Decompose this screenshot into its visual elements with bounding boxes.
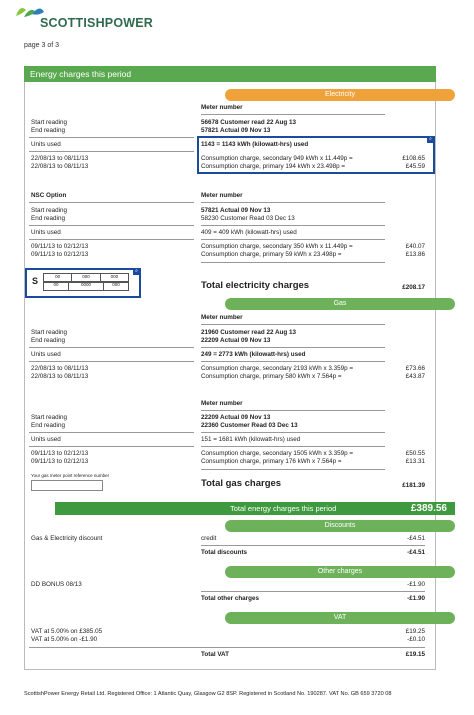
units-used-label: Units used: [31, 141, 61, 148]
charge-period: 09/11/13 to 02/12/13: [31, 458, 89, 465]
units-used-label: Units used: [31, 229, 61, 236]
zoom-icon[interactable]: ⌕: [133, 268, 140, 275]
units-used-value: 1143 = 1143 kWh (kilowatt-hrs) used: [201, 141, 309, 148]
total-energy-bar: [55, 502, 455, 515]
vat-row-amount: -£0.10: [407, 636, 425, 643]
end-reading-label: End reading: [31, 127, 65, 134]
meter-grid-bottom: 00 0000 000: [43, 281, 129, 291]
charge-description: Consumption charge, secondary 949 kWh x 11.449p =: [201, 155, 353, 162]
charge-description: Consumption charge, secondary 2193 kWh x 3.359p =: [201, 365, 354, 372]
other-item-amount: -£1.90: [407, 581, 425, 588]
end-reading-label: End reading: [31, 215, 65, 222]
end-reading-value: 57821 Actual 09 Nov 13: [201, 127, 271, 134]
charge-description: Consumption charge, primary 194 kWh x 23.498p =: [201, 163, 346, 170]
meter-number-label: Meter number: [201, 314, 243, 321]
end-reading-value: 58230 Customer Read 03 Dec 13: [201, 215, 295, 222]
meter-number-label: Meter number: [201, 192, 243, 199]
gas-ref-label: Your gas meter point reference number: [31, 473, 110, 478]
meter-prefix: S: [32, 276, 39, 286]
total-electricity-label: Total electricity charges: [201, 280, 310, 291]
other-item-label: DD BONUS 08/13: [31, 581, 82, 588]
nsc-option-label: NSC Option: [31, 192, 67, 199]
charge-period: 22/08/13 to 08/11/13: [31, 163, 89, 170]
start-reading-value: 57821 Actual 09 Nov 13: [201, 207, 271, 214]
total-energy-value: £389.56: [410, 503, 447, 514]
units-used-value: 249 = 2773 kWh (kilowatt-hrs) used: [201, 351, 306, 358]
charge-period: 22/08/13 to 08/11/13: [31, 365, 89, 372]
meter-number-label: Meter number: [201, 400, 243, 407]
total-vat-label: Total VAT: [201, 651, 229, 658]
discount-item-amount: -£4.51: [407, 535, 425, 542]
total-energy-label: Total energy charges this period: [230, 504, 337, 513]
total-discounts-label: Total discounts: [201, 549, 248, 556]
units-used-label: Units used: [31, 436, 61, 443]
charges-frame: [24, 82, 447, 670]
units-used-value: 409 = 409 kWh (kilowatt-hrs) used: [201, 229, 297, 236]
page-number: page 3 of 3: [24, 42, 60, 49]
total-vat-value: £19.15: [405, 651, 425, 658]
charge-amount: £40.07: [405, 243, 425, 250]
highlight-box-units: [197, 136, 435, 174]
meter-number-label: Meter number: [201, 104, 243, 111]
charge-description: Consumption charge, secondary 350 kWh x 11.449p =: [201, 243, 353, 250]
start-reading-value: 22209 Actual 09 Nov 13: [201, 414, 271, 421]
start-reading-label: Start reading: [31, 119, 68, 126]
start-reading-label: Start reading: [31, 207, 68, 214]
total-other-label: Total other charges: [201, 595, 259, 602]
total-gas-value: £181.39: [402, 482, 425, 489]
charge-amount: £43.87: [405, 373, 425, 380]
charge-amount: £73.66: [405, 365, 425, 372]
discounts-header: Discounts: [225, 520, 455, 532]
gas-ref-input-box: [31, 480, 103, 491]
charge-description: Consumption charge, secondary 1505 kWh x 3.359p =: [201, 450, 354, 457]
total-electricity-value: £208.17: [402, 284, 425, 291]
discount-item-desc: credit: [201, 535, 217, 542]
start-reading-value: 21960 Customer read 22 Aug 13: [201, 329, 296, 336]
charge-period: 22/08/13 to 08/11/13: [31, 373, 89, 380]
charge-description: Consumption charge, primary 176 kWh x 7.564p =: [201, 458, 342, 465]
end-reading-value: 22360 Customer Read 03 Dec 13: [201, 422, 298, 429]
units-used-label: Units used: [31, 351, 61, 358]
start-reading-label: Start reading: [31, 329, 68, 336]
vat-row-label: VAT at 5.00% on £385.05: [31, 628, 103, 635]
vat-row-label: VAT at 5.00% on -£1.90: [31, 636, 98, 643]
end-reading-label: End reading: [31, 422, 65, 429]
vat-row-amount: £19.25: [405, 628, 425, 635]
units-used-value: 151 = 1681 kWh (kilowatt-hrs) used: [201, 436, 301, 443]
total-other-value: -£1.90: [407, 595, 425, 602]
charge-amount: £45.59: [405, 163, 425, 170]
charge-amount: £13.31: [405, 458, 425, 465]
start-reading-value: 56678 Customer read 22 Aug 13: [201, 119, 296, 126]
discount-item-label: Gas & Electricity discount: [31, 535, 103, 542]
charge-amount: £108.65: [402, 155, 425, 162]
charge-amount: £13.86: [405, 251, 425, 258]
electricity-header: Electricity: [225, 89, 455, 101]
charge-amount: £50.55: [405, 450, 425, 457]
charge-period: 09/11/13 to 02/12/13: [31, 251, 89, 258]
total-gas-label: Total gas charges: [201, 478, 282, 489]
charge-description: Consumption charge, primary 59 kWh x 23.498p =: [201, 251, 342, 258]
start-reading-label: Start reading: [31, 414, 68, 421]
charge-period: 22/08/13 to 08/11/13: [31, 155, 89, 162]
other-charges-header: Other charges: [225, 566, 455, 578]
end-reading-value: 22209 Actual 09 Nov 13: [201, 337, 271, 344]
section-title: Energy charges this period: [24, 66, 436, 82]
charge-description: Consumption charge, primary 580 kWh x 7.564p =: [201, 373, 342, 380]
total-discounts-value: -£4.51: [407, 549, 425, 556]
meter-grid-top: 00 000 000: [43, 273, 129, 283]
end-reading-label: End reading: [31, 337, 65, 344]
zoom-icon[interactable]: ⌕: [427, 136, 434, 143]
charge-period: 09/11/13 to 02/12/13: [31, 243, 89, 250]
brand-name: SCOTTISHPOWER: [40, 16, 154, 30]
footer-legal: ScottishPower Energy Retail Ltd. Registered Office: 1 Atlantic Quay, Glasgow G2 8SP. Registered in Scotland No. 190287. VAT No. GB 659 3720 08: [24, 691, 392, 697]
vat-header: VAT: [225, 612, 455, 624]
gas-header: Gas: [225, 298, 455, 310]
charge-period: 09/11/13 to 02/12/13: [31, 450, 89, 457]
